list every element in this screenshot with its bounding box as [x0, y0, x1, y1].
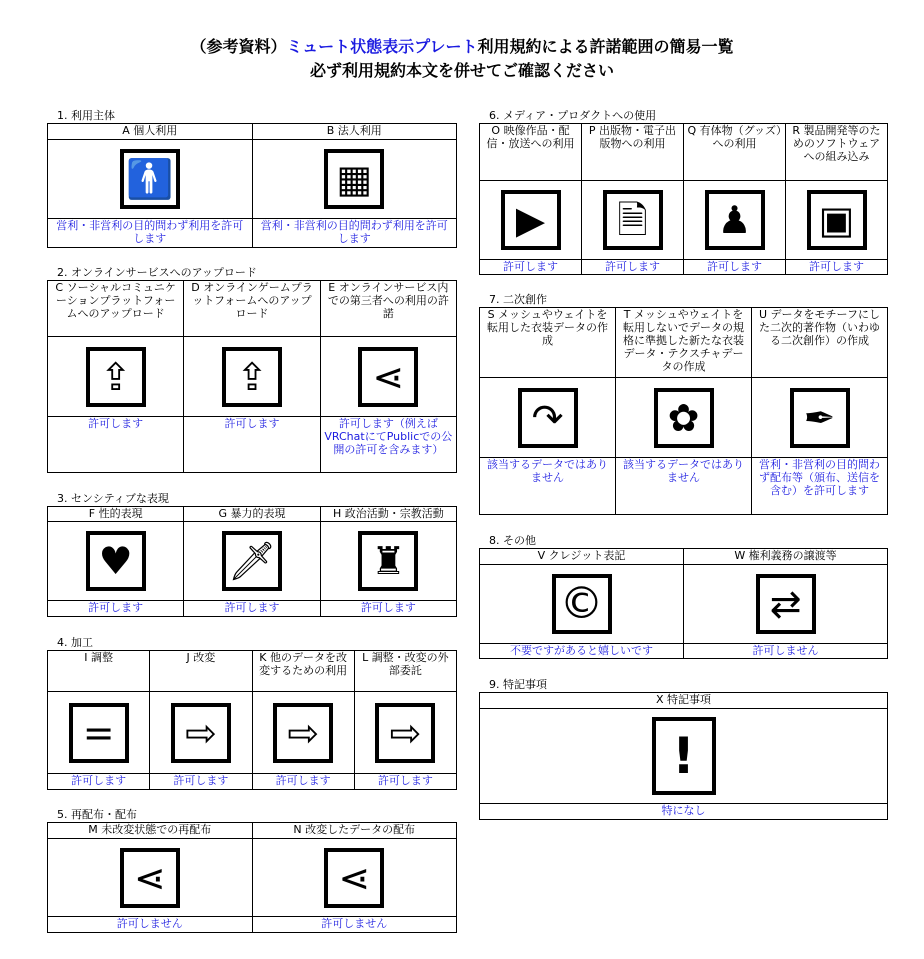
item-result: 許可しません	[684, 644, 888, 659]
section-label: 1. 利用主体	[57, 109, 115, 122]
permission-table	[47, 650, 457, 790]
item-result: 許可します（例えばVRChatにてPublicでの公開の許可を含みます）	[320, 417, 456, 473]
podium-icon: ♜	[358, 531, 418, 591]
item-result: 許可します	[354, 774, 456, 790]
item-icon-cell	[320, 337, 456, 417]
outsource-icon: ⇨	[375, 703, 435, 763]
item-result: 許可します	[150, 774, 252, 790]
item-icon-cell	[480, 565, 684, 644]
item-result: 不要ですがあると嬉しいです	[480, 644, 684, 659]
section-label: 6. メディア・プロダクトへの使用	[489, 109, 657, 122]
item-header: C ソーシャルコミュニケーションプラットフォームへのアップロード	[48, 281, 184, 337]
item-result: 許可します	[184, 601, 320, 617]
item-result: 許可しません	[48, 917, 253, 933]
exclamation-icon: !	[652, 717, 716, 795]
item-result: 該当するデータではありません	[480, 458, 616, 515]
section-label: 5. 再配布・配布	[57, 808, 137, 821]
item-icon-cell	[786, 181, 888, 260]
item-header: H 政治活動・宗教活動	[320, 507, 456, 522]
item-result: 営利・非営利の目的問わず配布等（頒布、送信を含む）を許可します	[752, 458, 888, 515]
hearts-icon: ♥	[86, 531, 146, 591]
item-header: I 調整	[48, 651, 150, 692]
item-header: N 改変したデータの配布	[252, 823, 457, 839]
item-header: D オンラインゲームプラットフォームへのアップロード	[184, 281, 320, 337]
section-label: 8. その他	[489, 534, 536, 547]
document-subtitle: 必ず利用規約本文を併せてご確認ください	[309, 61, 614, 80]
item-result: 許可します	[582, 260, 684, 275]
item-result: 許可します	[320, 601, 456, 617]
figure-goods-icon: ♟	[705, 190, 765, 250]
item-icon-cell	[582, 181, 684, 260]
item-result: 許可します	[252, 774, 354, 790]
upload-game-icon: ⇪	[222, 347, 282, 407]
item-header: P 出版物・電子出版物への利用	[582, 124, 684, 181]
section-label: 9. 特記事項	[489, 678, 547, 691]
item-result: 許可します	[48, 601, 184, 617]
permission-table	[479, 307, 888, 515]
video-play-icon: ▶	[501, 190, 561, 250]
item-icon-cell	[354, 692, 456, 774]
title-prefix: （参考資料）	[190, 37, 287, 56]
item-header: E オンラインサービス内での第三者への利用の許諾	[320, 281, 456, 337]
section-label: 7. 二次創作	[489, 293, 547, 306]
item-result: 特になし	[480, 804, 888, 820]
item-icon-cell	[480, 378, 616, 458]
item-result: 営利・非営利の目的問わず利用を許可します	[252, 219, 457, 248]
item-icon-cell	[48, 692, 150, 774]
item-header: G 暴力的表現	[184, 507, 320, 522]
item-icon-cell	[184, 522, 320, 601]
item-icon-cell	[48, 522, 184, 601]
item-result: 許可します	[48, 417, 184, 473]
item-header: S メッシュやウェイトを転用した衣装データの作成	[480, 308, 616, 378]
section-label: 2. オンラインサービスへのアップロード	[57, 266, 257, 279]
permission-table	[47, 506, 457, 617]
item-header: W 権利義務の譲渡等	[684, 549, 888, 565]
item-icon-cell	[480, 709, 888, 804]
knife-icon: 🗡	[222, 531, 282, 591]
software-window-icon: ▣	[807, 190, 867, 250]
item-result: 営利・非営利の目的問わず利用を許可します	[48, 219, 253, 248]
item-result: 許可します	[684, 260, 786, 275]
item-header: R 製品開発等のためのソフトウェアへの組み込み	[786, 124, 888, 181]
upload-avatar-icon: ⇪	[86, 347, 146, 407]
publication-icon: 🗎	[603, 190, 663, 250]
item-icon-cell	[48, 839, 253, 917]
item-icon-cell	[150, 692, 252, 774]
building-icon: ▦	[324, 149, 384, 209]
item-icon-cell	[252, 692, 354, 774]
permission-table	[47, 123, 457, 248]
item-icon-cell	[48, 140, 253, 219]
title-suffix: 利用規約による許諾範囲の簡易一覧	[477, 37, 734, 56]
permission-table	[479, 123, 888, 275]
item-header: U データをモチーフにした二次的著作物（いわゆる二次創作）の作成	[752, 308, 888, 378]
item-header: T メッシュやウェイトを転用しないでデータの規格に準拠した新たな衣装データ・テクスチャデータの作成	[616, 308, 752, 378]
item-header: Q 有体物（グッズ）への利用	[684, 124, 786, 181]
reuse-icon: ⇨	[273, 703, 333, 763]
item-icon-cell	[184, 337, 320, 417]
item-result: 許可します	[48, 774, 150, 790]
item-result: 許可します	[786, 260, 888, 275]
item-header: O 映像作品・配信・放送への利用	[480, 124, 582, 181]
item-result: 許可します	[184, 417, 320, 473]
item-icon-cell	[252, 839, 457, 917]
item-header: A 個人利用	[48, 124, 253, 140]
item-icon-cell	[684, 181, 786, 260]
item-icon-cell	[616, 378, 752, 458]
modify-icon: ⇨	[171, 703, 231, 763]
item-icon-cell	[252, 140, 457, 219]
permission-table	[47, 280, 457, 473]
item-header: L 調整・改変の外部委託	[354, 651, 456, 692]
permission-table	[479, 548, 888, 659]
section-label: 4. 加工	[57, 636, 93, 649]
item-header: K 他のデータを改変するための利用	[252, 651, 354, 692]
transfer-rights-icon: ⇄	[756, 574, 816, 634]
item-result: 許可しません	[252, 917, 457, 933]
item-header: B 法人利用	[252, 124, 457, 140]
mesh-to-clothing-icon: ↷	[518, 388, 578, 448]
item-icon-cell	[480, 181, 582, 260]
item-header: J 改変	[150, 651, 252, 692]
permission-table	[479, 692, 888, 820]
share-users-icon: ⋖	[358, 347, 418, 407]
adjust-icon: =	[69, 703, 129, 763]
item-icon-cell	[684, 565, 888, 644]
clothing-icon: ✿	[654, 388, 714, 448]
item-icon-cell	[320, 522, 456, 601]
share-modified-icon: ⋖	[324, 848, 384, 908]
permission-table	[47, 822, 457, 933]
item-header: M 未改変状態での再配布	[48, 823, 253, 839]
item-result: 許可します	[480, 260, 582, 275]
section-label: 3. センシティブな表現	[57, 492, 169, 505]
product-name: ミュート状態表示プレート	[286, 37, 478, 56]
item-header: X 特記事項	[480, 693, 888, 709]
item-icon-cell	[752, 378, 888, 458]
share-folder-icon: ⋖	[120, 848, 180, 908]
document-title	[0, 34, 924, 57]
item-result: 該当するデータではありません	[616, 458, 752, 515]
item-header: V クレジット表記	[480, 549, 684, 565]
person-icon: 🚹	[120, 149, 180, 209]
item-icon-cell	[48, 337, 184, 417]
pen-nib-icon: ✒	[790, 388, 850, 448]
item-header: F 性的表現	[48, 507, 184, 522]
copyright-icon: ©	[552, 574, 612, 634]
